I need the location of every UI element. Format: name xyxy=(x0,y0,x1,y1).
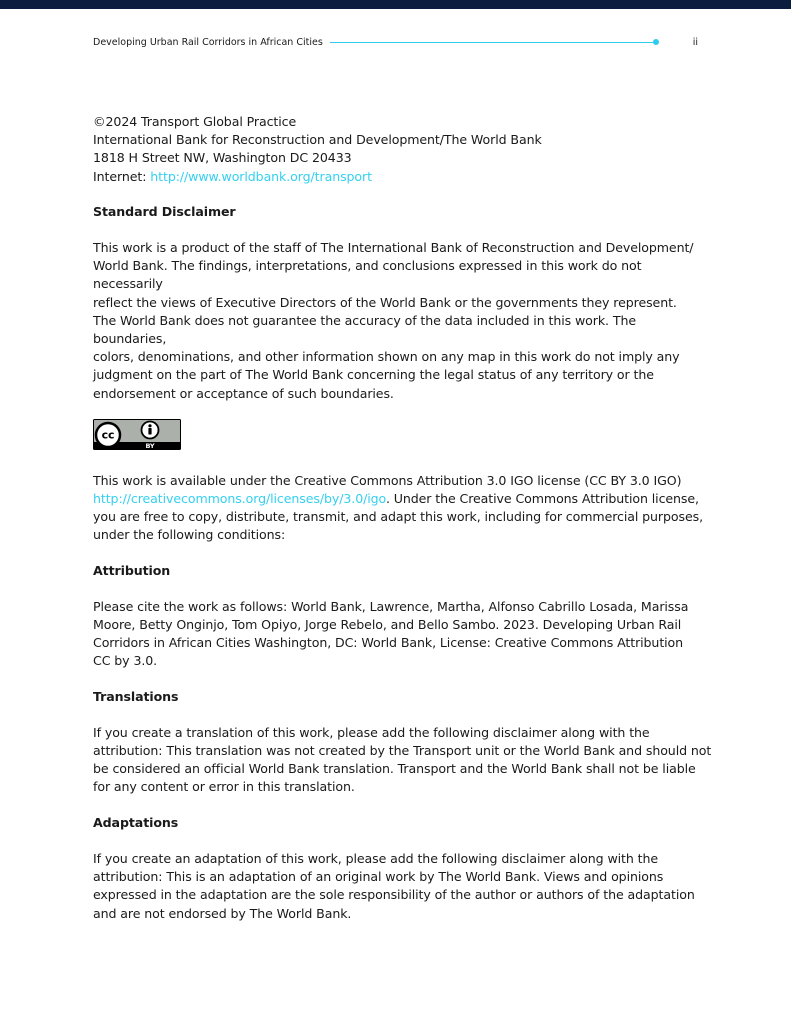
translations-line: attribution: This translation was not created by the Transport unit or the World Bank and should not xyxy=(93,743,712,759)
internet-line xyxy=(93,168,713,186)
translations-line: for any content or error in this translation. xyxy=(93,779,355,795)
creative-commons-link[interactable]: http://creativecommons.org/licenses/by/3.0/igo xyxy=(93,491,386,507)
adaptations-heading: Adaptations xyxy=(93,814,179,830)
disclaimer-line: The World Bank does not guarantee the accuracy of the data included in this work. The boundaries, xyxy=(93,312,636,347)
top-color-bar xyxy=(0,0,791,9)
copyright-line: ©2024 Transport Global Practice xyxy=(93,114,297,129)
translations-line: be considered an official World Bank translation. Transport and the World Bank shall not be liable xyxy=(93,761,696,777)
transport-link[interactable]: http://www.worldbank.org/transport xyxy=(150,168,372,184)
attribution-line: Moore, Betty Onginjo, Tom Opiyo, Jorge Rebelo, and Bello Sambo. 2023. Developing Urban Rail xyxy=(93,617,682,633)
standard-disclaimer-heading: Standard Disclaimer xyxy=(93,203,236,219)
adaptations-line: If you create an adaptation of this work, please add the following disclaimer along with the xyxy=(93,850,659,866)
adaptations-line: and are not endorsed by The World Bank. xyxy=(93,905,352,921)
by-label: BY xyxy=(145,441,155,450)
license-line: This work is available under the Creative Commons Attribution 3.0 IGO license (CC BY 3.0 IGO) xyxy=(93,472,682,488)
address-line: 1818 H Street NW, Washington DC 20433 xyxy=(93,150,352,166)
disclaimer-line: This work is a product of the staff of The International Bank of Reconstruction and Development/ xyxy=(93,240,694,256)
translations-line: If you create a translation of this work, please add the following disclaimer along with the xyxy=(93,724,650,740)
header-title: Developing Urban Rail Corridors in African Cities xyxy=(93,37,323,48)
adaptations-line: attribution: This is an adaptation of an original work by The World Bank. Views and opinions xyxy=(93,869,664,885)
adaptations-line: expressed in the adaptation are the sole responsibility of the author or authors of the adaptation xyxy=(93,887,695,903)
license-line: you are free to copy, distribute, transmit, and adapt this work, including for commercial purposes, xyxy=(93,509,703,525)
page-content xyxy=(93,113,713,923)
running-header xyxy=(93,37,698,49)
internet-label: Internet: xyxy=(93,168,151,184)
attribution-line: Corridors in African Cities Washington, DC: World Bank, License: Creative Commons Attribution xyxy=(93,635,684,651)
disclaimer-line: judgment on the part of The World Bank concerning the legal status of any territory or the xyxy=(93,367,654,383)
disclaimer-line: colors, denominations, and other information shown on any map in this work do not imply any xyxy=(93,349,680,365)
attribution-heading: Attribution xyxy=(93,562,171,578)
attribution-line: Please cite the work as follows: World Bank, Lawrence, Martha, Alfonso Cabrillo Losada, Marissa xyxy=(93,598,689,614)
translations-heading: Translations xyxy=(93,688,179,704)
page-number: ii xyxy=(692,37,698,48)
cc-icon-text: cc xyxy=(101,428,115,442)
license-line: under the following conditions: xyxy=(93,527,286,543)
license-text: . Under the Creative Commons Attribution license, xyxy=(385,491,699,507)
disclaimer-line: World Bank. The findings, interpretations, and conclusions expressed in this work do not necessarily xyxy=(93,258,642,292)
license-line xyxy=(93,490,713,508)
organization-line: International Bank for Reconstruction and Development/The World Bank xyxy=(93,132,542,148)
cc-by-license-badge xyxy=(93,419,181,450)
attribution-line: CC by 3.0. xyxy=(93,653,158,669)
header-dot xyxy=(653,39,659,45)
disclaimer-line: endorsement or acceptance of such boundaries. xyxy=(93,385,394,401)
disclaimer-line: reflect the views of Executive Directors of the World Bank or the governments they represent. xyxy=(93,294,677,310)
header-rule xyxy=(330,42,655,43)
